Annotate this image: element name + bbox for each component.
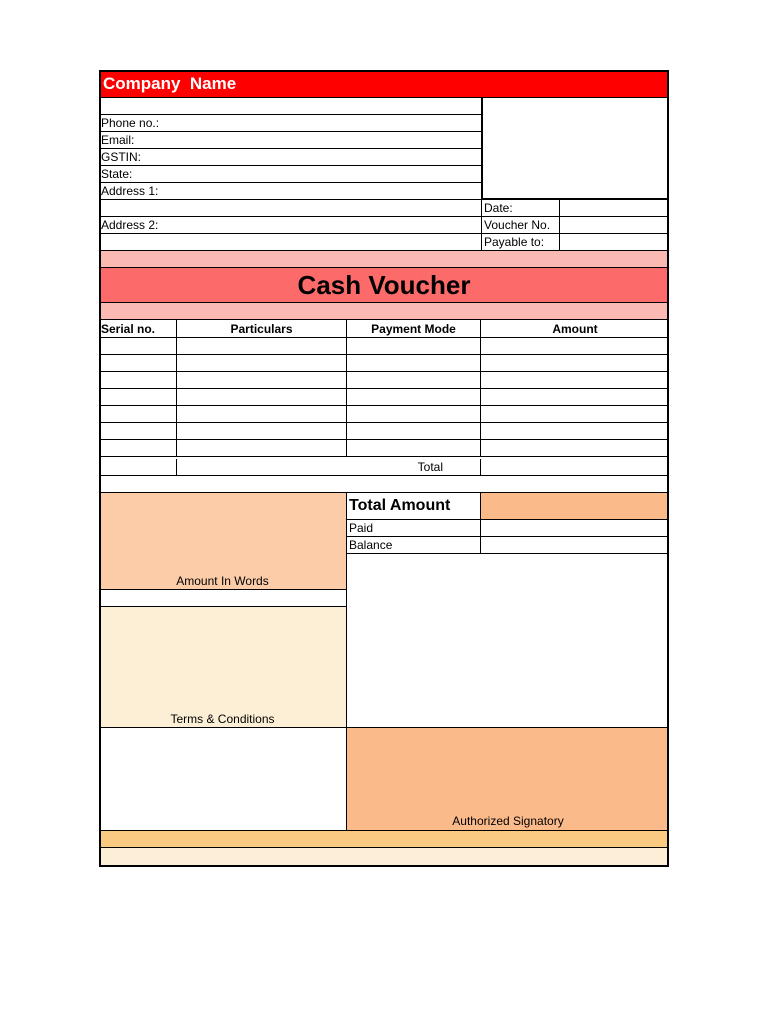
state-row bbox=[99, 166, 481, 183]
footer-band-cream bbox=[99, 848, 669, 867]
company-name: Company Name bbox=[103, 74, 237, 93]
date-label: Date: bbox=[484, 201, 513, 215]
terms-content-box bbox=[99, 728, 347, 831]
notes-box bbox=[347, 554, 669, 728]
payable-label-cell bbox=[482, 234, 560, 250]
amount-in-words-label: Amount In Words bbox=[176, 574, 269, 588]
header-particulars bbox=[177, 320, 347, 338]
total-amount-label-cell bbox=[347, 493, 481, 520]
total-label-cell bbox=[177, 459, 481, 476]
logo-box bbox=[481, 98, 669, 200]
table-cell bbox=[347, 338, 481, 355]
table-cell bbox=[481, 372, 669, 389]
pink-band-top bbox=[99, 251, 669, 268]
voucher-label: Voucher No. bbox=[484, 218, 551, 232]
header-payment-mode bbox=[347, 320, 481, 338]
header-amount bbox=[481, 320, 669, 338]
pink-band-bottom bbox=[99, 303, 669, 320]
total-amount-label: Total Amount bbox=[349, 497, 451, 514]
voucher-no-row bbox=[481, 217, 669, 234]
header-serial-label: Serial no. bbox=[101, 321, 156, 336]
total-row-serial bbox=[99, 459, 177, 476]
balance-label-cell bbox=[347, 537, 481, 554]
state-label: State: bbox=[101, 167, 133, 181]
table-cell bbox=[347, 372, 481, 389]
title-band bbox=[99, 268, 669, 303]
voucher-label-cell bbox=[482, 217, 560, 233]
address1-label: Address 1: bbox=[101, 184, 159, 198]
voucher-title: Cash Voucher bbox=[297, 270, 471, 300]
paid-label-cell bbox=[347, 520, 481, 537]
spacer-row bbox=[99, 476, 669, 493]
signatory-label: Authorized Signatory bbox=[452, 814, 564, 828]
phone-row bbox=[99, 115, 481, 132]
table-cell bbox=[177, 423, 347, 440]
table-cell bbox=[99, 406, 177, 423]
table-cell bbox=[99, 372, 177, 389]
table-cell bbox=[99, 355, 177, 372]
table-cell bbox=[481, 389, 669, 406]
table-cell bbox=[347, 423, 481, 440]
header-particulars-label: Particulars bbox=[230, 321, 293, 336]
total-amount-cell bbox=[481, 459, 669, 476]
table-cell bbox=[177, 440, 347, 457]
table-cell bbox=[99, 440, 177, 457]
header-payment-mode-label: Payment Mode bbox=[371, 321, 456, 336]
amount-in-words-field bbox=[99, 590, 347, 607]
footer-band-gold bbox=[99, 831, 669, 848]
table-cell bbox=[347, 389, 481, 406]
cash-voucher-sheet bbox=[99, 70, 669, 867]
table-cell bbox=[177, 338, 347, 355]
address2-label: Address 2: bbox=[101, 218, 159, 232]
payable-to-row bbox=[481, 234, 669, 251]
company-name-header bbox=[99, 70, 669, 98]
address2-row bbox=[99, 217, 481, 234]
table-cell bbox=[347, 440, 481, 457]
table-cell bbox=[481, 355, 669, 372]
paid-label: Paid bbox=[349, 521, 374, 535]
date-label-cell bbox=[482, 200, 560, 216]
email-row bbox=[99, 132, 481, 149]
balance-value-cell bbox=[481, 537, 669, 554]
table-cell bbox=[99, 338, 177, 355]
table-cell bbox=[481, 338, 669, 355]
table-cell bbox=[481, 440, 669, 457]
gstin-label: GSTIN: bbox=[101, 150, 142, 164]
signatory-box bbox=[347, 728, 669, 831]
email-label: Email: bbox=[101, 133, 135, 147]
terms-label: Terms & Conditions bbox=[170, 712, 275, 726]
table-cell bbox=[177, 406, 347, 423]
address2-blank-row bbox=[99, 234, 481, 251]
table-cell bbox=[347, 355, 481, 372]
table-cell bbox=[481, 406, 669, 423]
terms-box bbox=[99, 607, 347, 728]
table-cell bbox=[177, 372, 347, 389]
header-serial bbox=[99, 320, 177, 338]
payable-label: Payable to: bbox=[484, 235, 545, 249]
table-cell bbox=[99, 389, 177, 406]
table-cell bbox=[99, 423, 177, 440]
total-amount-value-cell bbox=[481, 493, 669, 520]
header-amount-label: Amount bbox=[552, 321, 598, 336]
address1-blank-row bbox=[99, 200, 481, 217]
company-blank-row bbox=[99, 98, 481, 115]
paid-value-cell bbox=[481, 520, 669, 537]
balance-label: Balance bbox=[349, 538, 393, 552]
phone-label: Phone no.: bbox=[101, 116, 160, 130]
address1-row bbox=[99, 183, 481, 200]
amount-in-words-box bbox=[99, 493, 347, 590]
gstin-row bbox=[99, 149, 481, 166]
date-row bbox=[481, 200, 669, 217]
table-cell bbox=[347, 406, 481, 423]
table-cell bbox=[177, 355, 347, 372]
table-cell bbox=[177, 389, 347, 406]
table-cell bbox=[481, 423, 669, 440]
total-label: Total bbox=[417, 460, 443, 474]
